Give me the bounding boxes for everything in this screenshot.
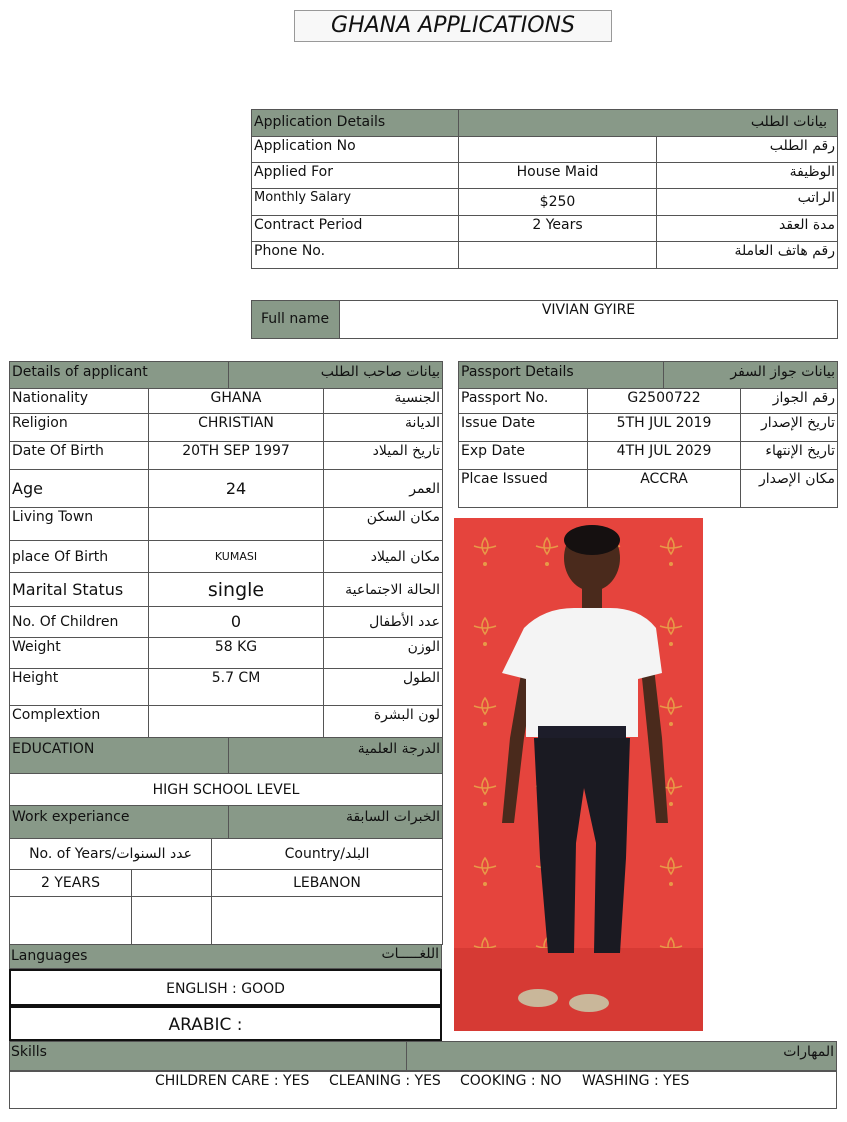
- language-english: [9, 969, 442, 1006]
- label-complexion: Complextion: [10, 706, 149, 738]
- ar-height: الطول: [324, 669, 443, 706]
- full-name-value: VIVIAN GYIRE: [340, 301, 838, 339]
- label-place-issued: Plcae Issued: [459, 470, 588, 508]
- label-passport-no: Passport No.: [459, 389, 588, 414]
- passport-header-ar: بيانات جواز السفر: [664, 362, 838, 389]
- work-empty-cell: [132, 870, 212, 897]
- education-header-en: EDUCATION: [10, 738, 229, 774]
- full-name-table: [251, 300, 838, 339]
- work-country-value: LEBANON: [212, 870, 443, 897]
- label-weight: Weight: [10, 638, 149, 669]
- language-arabic-value: ARABIC :: [168, 1015, 243, 1035]
- value-application-no: [459, 137, 657, 163]
- ar-application-no: رقم الطلب: [657, 137, 838, 163]
- label-nationality: Nationality: [10, 389, 149, 414]
- application-details-table: [251, 109, 838, 269]
- label-contract-period: Contract Period: [252, 216, 459, 242]
- ar-passport-no: رقم الجواز: [741, 389, 838, 414]
- ar-place-issued: مكان الإصدار: [741, 470, 838, 508]
- language-arabic: [9, 1006, 442, 1041]
- ar-contract-period: مدة العقد: [657, 216, 838, 242]
- work-empty-cell: [10, 897, 132, 945]
- label-marital-status: Marital Status: [10, 573, 149, 607]
- full-name-label: Full name: [252, 301, 340, 339]
- value-height: 5.7 CM: [149, 669, 324, 706]
- value-date-of-birth: 20TH SEP 1997: [149, 442, 324, 470]
- languages-header-ar: اللغـــــات: [381, 946, 439, 962]
- applicant-photo-illustration: [454, 518, 703, 1031]
- label-application-no: Application No: [252, 137, 459, 163]
- applicant-photo: [454, 518, 703, 1031]
- skills-values: [9, 1071, 837, 1109]
- skill-children-care: CHILDREN CARE : YES: [155, 1073, 310, 1089]
- passport-details-table: [458, 361, 838, 508]
- passport-header-en: Passport Details: [459, 362, 664, 389]
- label-no-of-children: No. Of Children: [10, 607, 149, 638]
- ar-no-of-children: عدد الأطفال: [324, 607, 443, 638]
- education-value: HIGH SCHOOL LEVEL: [10, 774, 443, 806]
- ar-religion: الديانة: [324, 414, 443, 442]
- label-monthly-salary: Monthly Salary: [252, 189, 459, 216]
- work-years-value: 2 YEARS: [10, 870, 132, 897]
- application-header-ar: بيانات الطلب: [459, 110, 838, 137]
- value-no-of-children: 0: [149, 607, 324, 638]
- ar-complexion: لون البشرة: [324, 706, 443, 738]
- label-exp-date: Exp Date: [459, 442, 588, 470]
- ar-age: العمر: [324, 470, 443, 508]
- languages-header: [9, 944, 442, 969]
- ar-weight: الوزن: [324, 638, 443, 669]
- work-col-years: No. of Years/عدد السنوات: [10, 839, 212, 870]
- skills-header: [9, 1041, 837, 1071]
- label-phone-no: Phone No.: [252, 242, 459, 269]
- skills-header-en: Skills: [11, 1044, 47, 1060]
- value-phone-no: [459, 242, 657, 269]
- ar-monthly-salary: الراتب: [657, 189, 838, 216]
- page-title: GHANA APPLICATIONS: [294, 10, 612, 42]
- value-weight: 58 KG: [149, 638, 324, 669]
- ar-exp-date: تاريخ الإنتهاء: [741, 442, 838, 470]
- skill-washing: WASHING : YES: [582, 1073, 690, 1089]
- ar-applied-for: الوظيفة: [657, 163, 838, 189]
- ar-phone-no: رقم هاتف العاملة: [657, 242, 838, 269]
- work-empty-cell: [212, 897, 443, 945]
- skill-cleaning: CLEANING : YES: [329, 1073, 441, 1089]
- ar-nationality: الجنسية: [324, 389, 443, 414]
- work-empty-cell: [132, 897, 212, 945]
- languages-header-en: Languages: [11, 948, 88, 964]
- value-applied-for: House Maid: [459, 163, 657, 189]
- value-age: 24: [149, 470, 324, 508]
- skill-cooking: COOKING : NO: [460, 1073, 562, 1089]
- applicant-header-ar: بيانات صاحب الطلب: [229, 362, 443, 389]
- label-age: Age: [10, 470, 149, 508]
- value-exp-date: 4TH JUL 2029: [588, 442, 741, 470]
- value-monthly-salary: $250: [459, 189, 657, 216]
- skills-header-divider: [406, 1042, 407, 1070]
- ar-place-of-birth: مكان الميلاد: [324, 541, 443, 573]
- value-place-issued: ACCRA: [588, 470, 741, 508]
- value-marital-status: single: [149, 573, 324, 607]
- label-religion: Religion: [10, 414, 149, 442]
- value-place-of-birth: KUMASI: [149, 541, 324, 573]
- label-applied-for: Applied For: [252, 163, 459, 189]
- skills-header-ar: المهارات: [783, 1044, 834, 1060]
- value-issue-date: 5TH JUL 2019: [588, 414, 741, 442]
- value-nationality: GHANA: [149, 389, 324, 414]
- label-living-town: Living Town: [10, 508, 149, 541]
- label-height: Height: [10, 669, 149, 706]
- applicant-details-table: [9, 361, 443, 839]
- work-header-ar: الخبرات السابقة: [229, 806, 443, 839]
- education-header-ar: الدرجة العلمية: [229, 738, 443, 774]
- ar-marital-status: الحالة الاجتماعية: [324, 573, 443, 607]
- ar-living-town: مكان السكن: [324, 508, 443, 541]
- value-passport-no: G2500722: [588, 389, 741, 414]
- application-header-en: Application Details: [252, 110, 459, 137]
- ar-date-of-birth: تاريخ الميلاد: [324, 442, 443, 470]
- work-col-country: Country/البلد: [212, 839, 443, 870]
- work-experience-table: [9, 838, 443, 945]
- label-issue-date: Issue Date: [459, 414, 588, 442]
- value-living-town: [149, 508, 324, 541]
- work-header-en: Work experiance: [10, 806, 229, 839]
- value-contract-period: 2 Years: [459, 216, 657, 242]
- label-date-of-birth: Date Of Birth: [10, 442, 149, 470]
- value-complexion: [149, 706, 324, 738]
- applicant-header-en: Details of applicant: [10, 362, 229, 389]
- language-english-value: ENGLISH : GOOD: [166, 981, 285, 997]
- label-place-of-birth: place Of Birth: [10, 541, 149, 573]
- value-religion: CHRISTIAN: [149, 414, 324, 442]
- ar-issue-date: تاريخ الإصدار: [741, 414, 838, 442]
